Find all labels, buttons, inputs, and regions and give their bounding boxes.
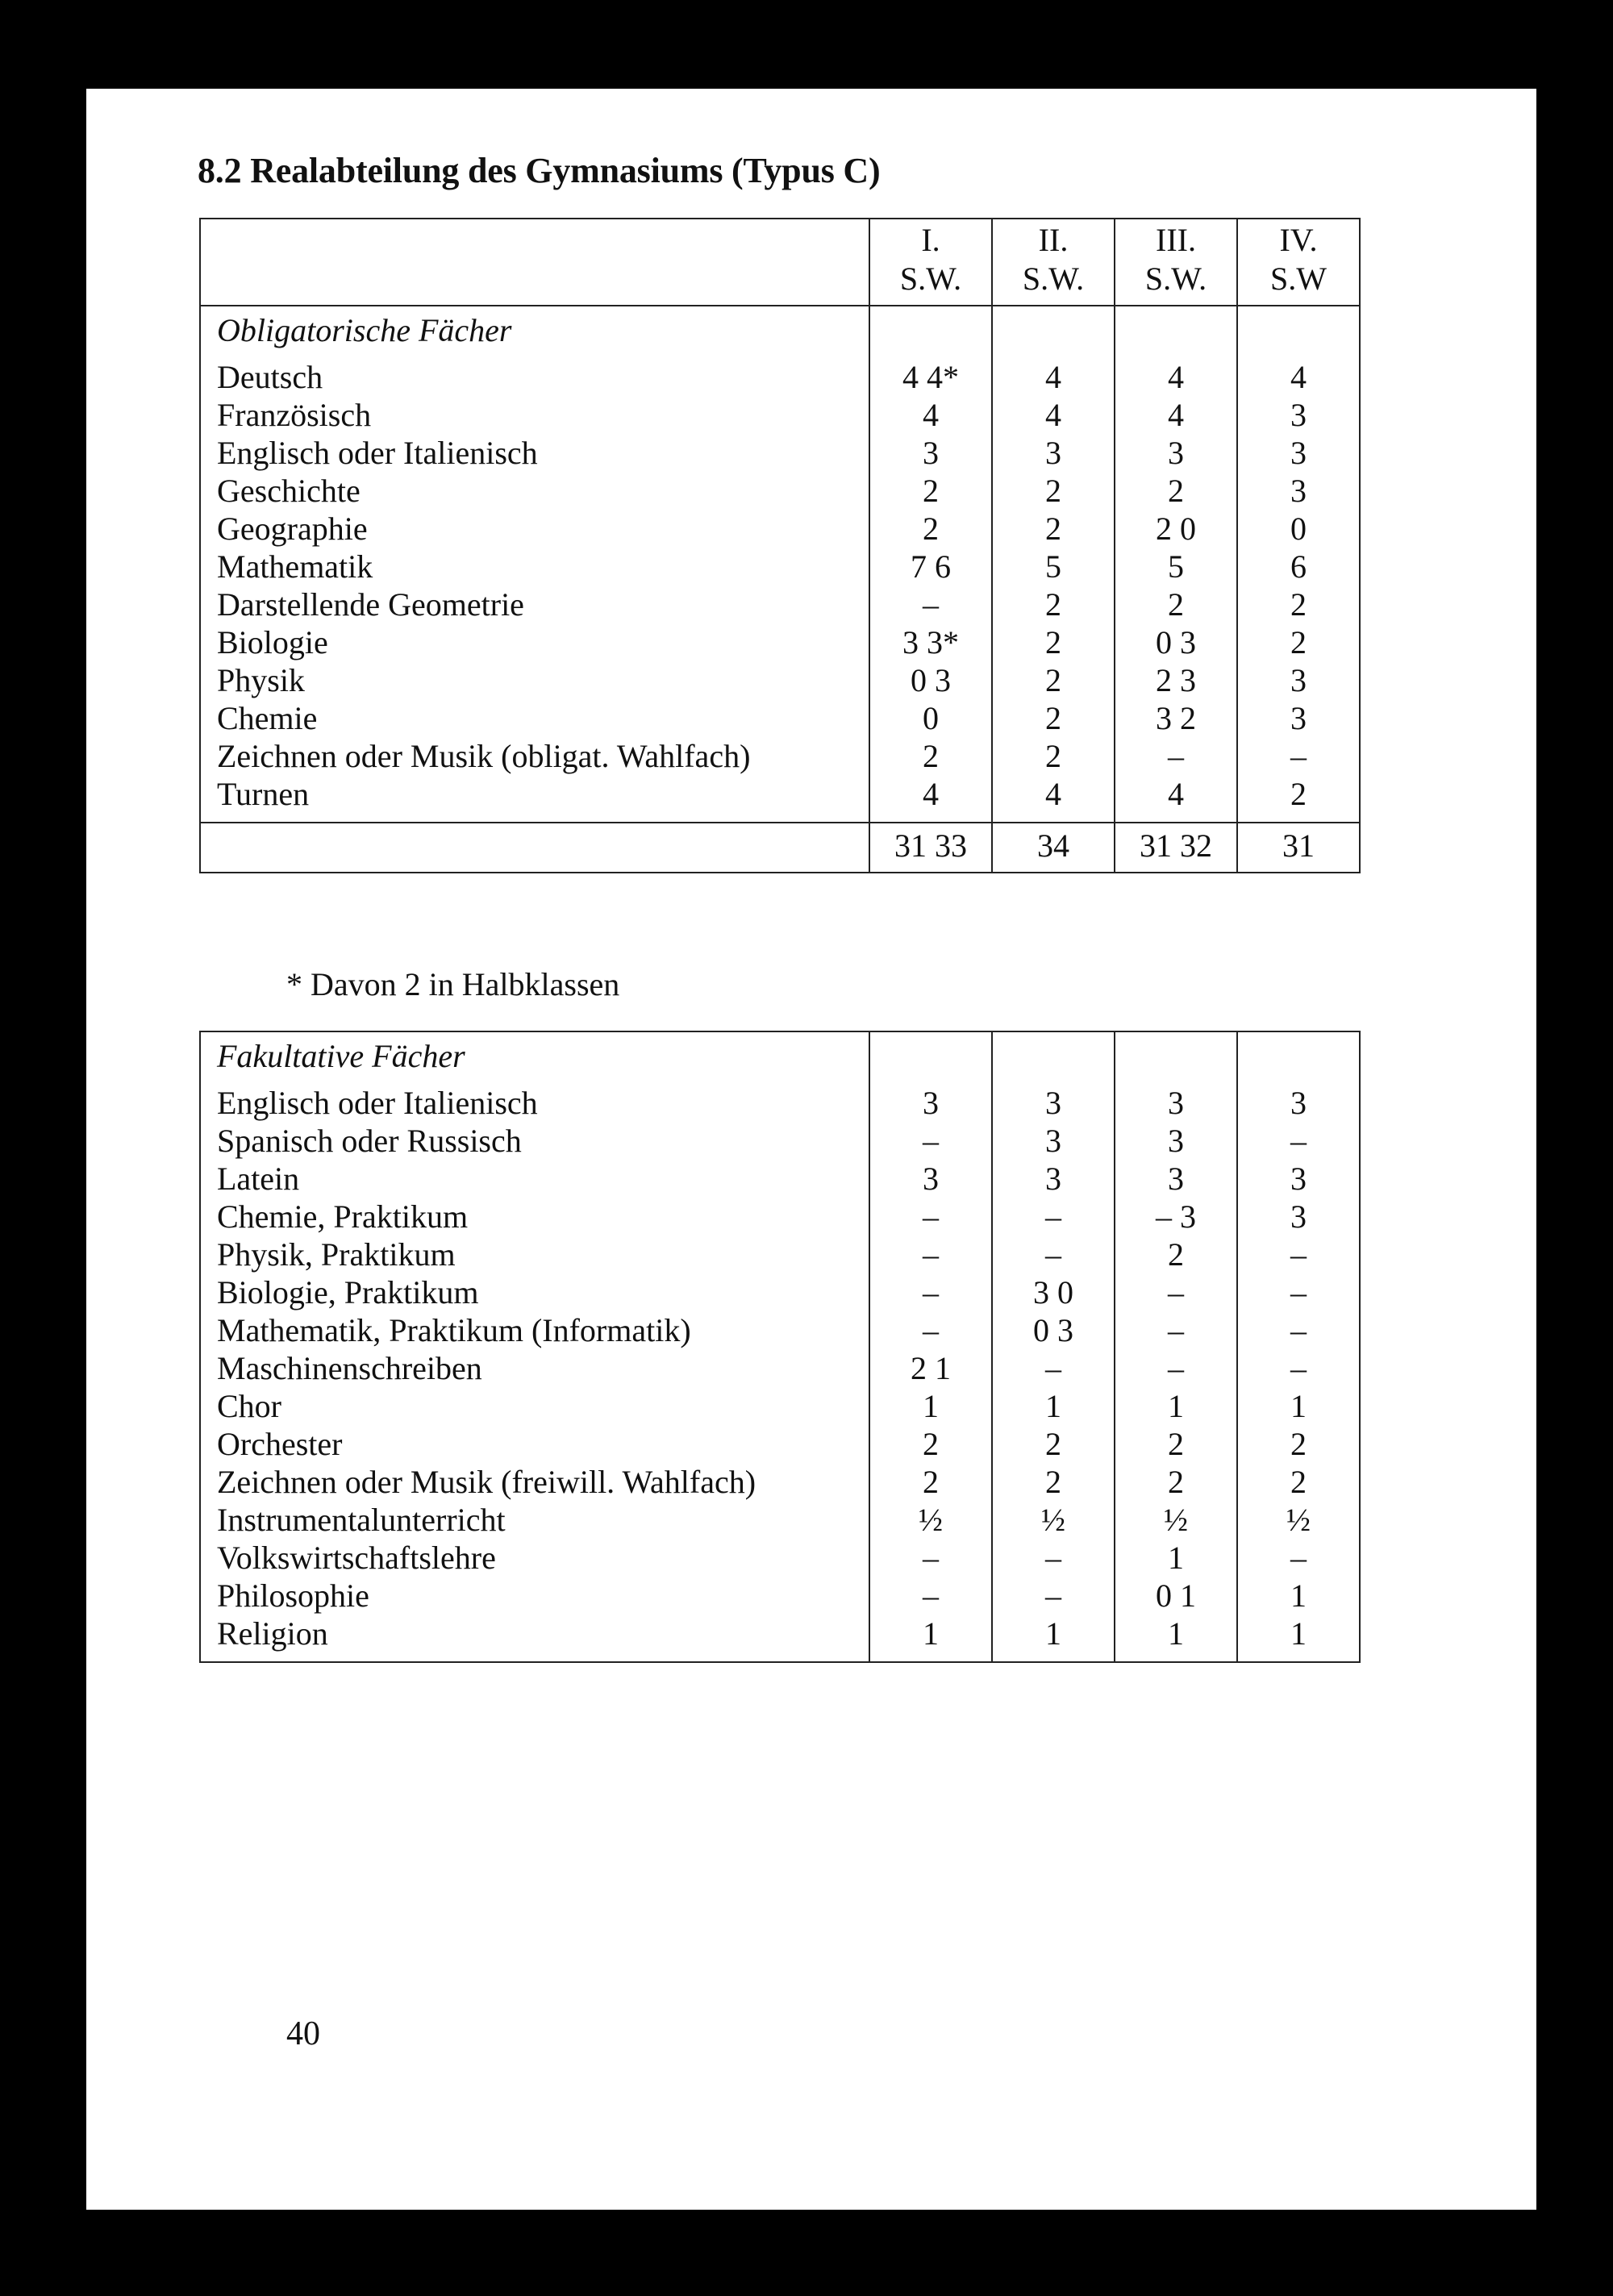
hours-cell: – (992, 1236, 1115, 1273)
subject-cell: Biologie, Praktikum (217, 1274, 479, 1311)
hours-cell: 0 (869, 699, 992, 737)
hours-cell: – (1115, 1349, 1237, 1387)
hours-cell: 3 2 (1115, 699, 1237, 737)
table-row (200, 1387, 1360, 1425)
subject-cell: Darstellende Geometrie (217, 586, 524, 623)
hours-cell: 0 (1237, 510, 1360, 548)
hours-cell: 2 (1237, 1463, 1360, 1501)
page-number: 40 (286, 2015, 320, 2052)
hours-cell: 1 (1237, 1577, 1360, 1615)
subject-cell: Zeichnen oder Musik (obligat. Wahlfach) (217, 738, 751, 774)
hours-cell: 1 (1115, 1387, 1237, 1425)
subject-cell: Biologie (217, 624, 328, 660)
hours-cell: 1 (1115, 1539, 1237, 1577)
hours-cell: 3 (992, 1160, 1115, 1198)
table-row (200, 1198, 1360, 1236)
hours-cell: 1 (992, 1615, 1115, 1662)
table-row (200, 472, 1360, 510)
table-row (200, 434, 1360, 472)
hours-cell: – (1115, 1273, 1237, 1311)
hours-cell: 2 (992, 699, 1115, 737)
table-row (200, 1122, 1360, 1160)
header-semester-3: III. S.W. (1115, 219, 1237, 306)
hours-cell: 3 (869, 434, 992, 472)
hours-cell: 6 (1237, 548, 1360, 585)
header-empty-cell (200, 219, 869, 306)
hours-cell: 2 (992, 1463, 1115, 1501)
subject-cell: Religion (217, 1615, 328, 1652)
hours-cell: 0 3 (1115, 623, 1237, 661)
hours-cell: 2 3 (1115, 661, 1237, 699)
hours-cell: 2 (869, 472, 992, 510)
hours-cell: ½ (992, 1501, 1115, 1539)
hours-cell: – (869, 1273, 992, 1311)
subject-cell: Spanisch oder Russisch (217, 1123, 522, 1159)
header-semester-4: IV. S.W (1237, 219, 1360, 306)
table-row (200, 1236, 1360, 1273)
hours-cell: 3 (1115, 434, 1237, 472)
hours-cell: 5 (992, 548, 1115, 585)
hours-cell: 2 (992, 1425, 1115, 1463)
table-row (200, 699, 1360, 737)
section-label: Obligatorische Fächer (217, 312, 512, 348)
table-row (200, 1539, 1360, 1577)
obligatory-subjects-table (199, 218, 1361, 873)
header-semester-2: II. S.W. (992, 219, 1115, 306)
hours-cell: – (1115, 737, 1237, 775)
hours-cell: – (1115, 1311, 1237, 1349)
hours-cell: 3 (1115, 1084, 1237, 1122)
hours-cell: 2 (1237, 623, 1360, 661)
table-row (200, 358, 1360, 396)
hours-cell: ½ (869, 1501, 992, 1539)
hours-cell: 3 0 (992, 1273, 1115, 1311)
hours-cell: 3 (1115, 1122, 1237, 1160)
table-row (200, 1160, 1360, 1198)
hours-cell: ½ (1237, 1501, 1360, 1539)
hours-cell: – (869, 1311, 992, 1349)
hours-cell: – (1237, 737, 1360, 775)
table-row (200, 1349, 1360, 1387)
hours-cell: 2 (869, 1425, 992, 1463)
hours-cell: 1 (1237, 1387, 1360, 1425)
total-cell: 31 33 (869, 823, 992, 873)
hours-cell: – (869, 1539, 992, 1577)
hours-cell: 2 (1237, 1425, 1360, 1463)
hours-cell: 2 0 (1115, 510, 1237, 548)
hours-cell: 2 (1115, 1236, 1237, 1273)
total-cell: 34 (992, 823, 1115, 873)
subject-cell: Deutsch (217, 359, 323, 395)
table-row (200, 585, 1360, 623)
hours-cell: – (869, 1236, 992, 1273)
hours-cell: 1 (1115, 1615, 1237, 1662)
hours-cell: 2 (1115, 1463, 1237, 1501)
hours-cell: 4 (992, 396, 1115, 434)
hours-cell: 2 (869, 737, 992, 775)
hours-cell: 3 (1237, 1160, 1360, 1198)
table-row (200, 1577, 1360, 1615)
table-row (200, 775, 1360, 823)
hours-cell: 4 (1115, 358, 1237, 396)
hours-cell: – 3 (1115, 1198, 1237, 1236)
table-row (200, 1273, 1360, 1311)
subject-cell: Physik (217, 662, 305, 698)
hours-cell: 4 (869, 775, 992, 823)
hours-cell: 1 (1237, 1615, 1360, 1662)
hours-cell: 1 (869, 1387, 992, 1425)
hours-cell: 2 (992, 623, 1115, 661)
hours-cell: 3 (1237, 1084, 1360, 1122)
hours-cell: 2 1 (869, 1349, 992, 1387)
total-cell: 31 32 (1115, 823, 1237, 873)
hours-cell: – (869, 1198, 992, 1236)
table-row (200, 737, 1360, 775)
hours-cell: – (1237, 1311, 1360, 1349)
hours-cell: 4 (1237, 358, 1360, 396)
hours-cell: 3 (869, 1084, 992, 1122)
hours-cell: 3 (1237, 396, 1360, 434)
hours-cell: – (1237, 1539, 1360, 1577)
subject-cell: Chemie (217, 700, 318, 736)
subject-cell: Geographie (217, 510, 368, 547)
subject-cell: Mathematik (217, 548, 373, 585)
table-row (200, 1311, 1360, 1349)
hours-cell: 1 (869, 1615, 992, 1662)
hours-cell: 2 (1115, 585, 1237, 623)
page-title: 8.2 Realabteilung des Gymnasiums (Typus C) (198, 151, 881, 190)
hours-cell: 2 (869, 510, 992, 548)
table-row (200, 661, 1360, 699)
subject-cell: Philosophie (217, 1577, 369, 1614)
hours-cell: 2 (1237, 775, 1360, 823)
hours-cell: – (992, 1198, 1115, 1236)
hours-cell: 3 (1237, 661, 1360, 699)
hours-cell: 2 (992, 472, 1115, 510)
hours-cell: 4 (1115, 396, 1237, 434)
subject-cell: Latein (217, 1161, 300, 1197)
hours-cell: 4 (992, 775, 1115, 823)
section-label: Fakultative Fächer (217, 1038, 465, 1074)
table-row (200, 1463, 1360, 1501)
hours-cell: – (1237, 1236, 1360, 1273)
hours-cell: 2 (992, 661, 1115, 699)
hours-cell: – (992, 1349, 1115, 1387)
subject-cell: Französisch (217, 397, 372, 433)
subject-cell: Physik, Praktikum (217, 1236, 456, 1273)
hours-cell: 0 1 (1115, 1577, 1237, 1615)
hours-cell: 3 (992, 434, 1115, 472)
table-row (200, 1615, 1360, 1662)
hours-cell: – (869, 585, 992, 623)
hours-cell: 4 4* (869, 358, 992, 396)
subject-cell: Mathematik, Praktikum (Informatik) (217, 1312, 691, 1348)
totals-row (200, 823, 1360, 873)
hours-cell: 4 (869, 396, 992, 434)
hours-cell: 1 (992, 1387, 1115, 1425)
hours-cell: 2 (1115, 472, 1237, 510)
table-row (200, 623, 1360, 661)
hours-cell: 3 (1237, 699, 1360, 737)
optional-subjects-table (199, 1031, 1361, 1663)
hours-cell: 4 (992, 358, 1115, 396)
hours-cell: – (1237, 1349, 1360, 1387)
subject-cell: Zeichnen oder Musik (freiwill. Wahlfach) (217, 1464, 756, 1500)
subject-cell: Englisch oder Italienisch (217, 435, 538, 471)
hours-cell: 0 3 (992, 1311, 1115, 1349)
footnote: * Davon 2 in Halbklassen (286, 966, 620, 1002)
hours-cell: 0 3 (869, 661, 992, 699)
table-row (200, 1425, 1360, 1463)
hours-cell: 3 (1237, 434, 1360, 472)
total-cell: 31 (1237, 823, 1360, 873)
section-label-row (200, 1031, 1360, 1084)
subject-cell: Chor (217, 1388, 281, 1424)
header-semester-1: I. S.W. (869, 219, 992, 306)
hours-cell: 2 (992, 585, 1115, 623)
hours-cell: ½ (1115, 1501, 1237, 1539)
hours-cell: 3 3* (869, 623, 992, 661)
hours-cell: 2 (1237, 585, 1360, 623)
subject-cell: Geschichte (217, 473, 361, 509)
subject-cell: Turnen (217, 776, 310, 812)
hours-cell: 7 6 (869, 548, 992, 585)
table-row (200, 548, 1360, 585)
table-row (200, 1084, 1360, 1122)
hours-cell: – (869, 1577, 992, 1615)
subject-cell: Chemie, Praktikum (217, 1198, 469, 1235)
table-row (200, 396, 1360, 434)
table-header-row (200, 219, 1360, 306)
subject-cell: Volkswirtschaftslehre (217, 1540, 496, 1576)
hours-cell: – (869, 1122, 992, 1160)
table-row (200, 510, 1360, 548)
hours-cell: 3 (992, 1084, 1115, 1122)
subject-cell: Orchester (217, 1426, 343, 1462)
table-row (200, 1501, 1360, 1539)
section-label-row (200, 306, 1360, 358)
hours-cell: 3 (1115, 1160, 1237, 1198)
hours-cell: 2 (992, 737, 1115, 775)
hours-cell: – (1237, 1273, 1360, 1311)
hours-cell: 3 (992, 1122, 1115, 1160)
hours-cell: 2 (869, 1463, 992, 1501)
hours-cell: 5 (1115, 548, 1237, 585)
subject-cell: Englisch oder Italienisch (217, 1085, 538, 1121)
hours-cell: 3 (1237, 1198, 1360, 1236)
hours-cell: – (1237, 1122, 1360, 1160)
hours-cell: 3 (869, 1160, 992, 1198)
hours-cell: 4 (1115, 775, 1237, 823)
hours-cell: – (992, 1577, 1115, 1615)
subject-cell: Instrumentalunterricht (217, 1502, 506, 1538)
hours-cell: – (992, 1539, 1115, 1577)
hours-cell: 2 (1115, 1425, 1237, 1463)
hours-cell: 3 (1237, 472, 1360, 510)
hours-cell: 2 (992, 510, 1115, 548)
subject-cell: Maschinenschreiben (217, 1350, 482, 1386)
